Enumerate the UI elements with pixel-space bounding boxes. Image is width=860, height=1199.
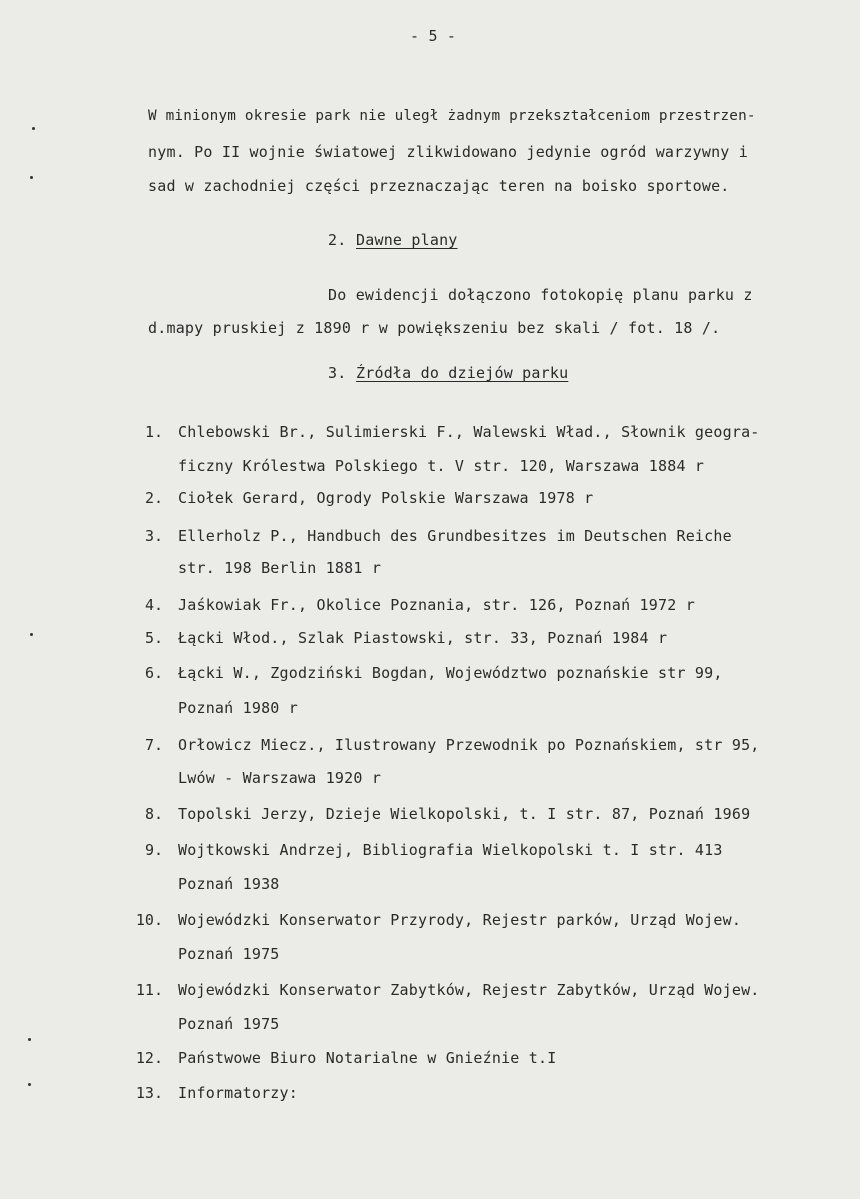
intro-line: nym. Po II wojnie światowej zlikwidowano jedynie ogród warzywny i: [148, 143, 748, 161]
list-item-line: Jaśkowiak Fr., Okolice Poznania, str. 126, Poznań 1972 r: [178, 596, 695, 614]
list-item-number: 2.: [144, 489, 163, 507]
list-item-line: Poznań 1975: [178, 1015, 280, 1033]
list-item-number: 9.: [144, 841, 163, 859]
list-item-line: Wojewódzki Konserwator Zabytków, Rejestr Zabytków, Urząd Wojew.: [178, 981, 760, 999]
intro-line: W minionym okresie park nie uległ żadnym przekształceniom przestrzen-: [148, 108, 756, 124]
list-item-number: 4.: [144, 596, 163, 614]
list-item-line: Wojtkowski Andrzej, Bibliografia Wielkopolski t. I str. 413: [178, 841, 723, 859]
list-item-line: Wojewódzki Konserwator Przyrody, Rejestr parków, Urząd Wojew.: [178, 911, 742, 929]
list-item-number: 12.: [135, 1049, 163, 1067]
list-item-line: Informatorzy:: [178, 1084, 298, 1102]
section-number: 2.: [328, 231, 347, 249]
section-paragraph-line: Do ewidencji dołączono fotokopię planu parku z: [328, 286, 753, 304]
list-item-number: 13.: [135, 1084, 163, 1102]
margin-mark: [28, 1083, 31, 1086]
margin-mark: [28, 1038, 31, 1041]
list-item-line: Łącki Włod., Szlak Piastowski, str. 33, Poznań 1984 r: [178, 629, 668, 647]
margin-mark: [32, 127, 35, 130]
list-item-number: 8.: [144, 805, 163, 823]
list-item-line: Poznań 1975: [178, 945, 280, 963]
list-item-number: 6.: [144, 664, 163, 682]
list-item-line: Łącki W., Zgodziński Bogdan, Województwo poznańskie str 99,: [178, 664, 723, 682]
list-item-number: 1.: [144, 423, 163, 441]
list-item-line: ficzny Królestwa Polskiego t. V str. 120, Warszawa 1884 r: [178, 457, 705, 475]
list-item-number: 5.: [144, 629, 163, 647]
list-item-line: Państwowe Biuro Notarialne w Gnieźnie t.I: [178, 1049, 557, 1067]
list-item-number: 10.: [135, 911, 163, 929]
section-paragraph-line: d.mapy pruskiej z 1890 r w powiększeniu bez skali / fot. 18 /.: [148, 319, 721, 337]
margin-mark: [30, 176, 33, 179]
list-item-line: Poznań 1938: [178, 875, 280, 893]
list-item-number: 3.: [144, 527, 163, 545]
list-item-line: Ellerholz P., Handbuch des Grundbesitzes im Deutschen Reiche: [178, 527, 732, 545]
list-item-line: Lwów - Warszawa 1920 r: [178, 769, 382, 787]
section-title: Źródła do dziejów parku: [356, 364, 569, 382]
list-item-line: Topolski Jerzy, Dzieje Wielkopolski, t. I str. 87, Poznań 1969: [178, 805, 751, 823]
section-title: Dawne plany: [356, 231, 458, 249]
list-item-line: Ciołek Gerard, Ogrody Polskie Warszawa 1978 r: [178, 489, 594, 507]
list-item-number: 7.: [144, 736, 163, 754]
section-number: 3.: [328, 364, 347, 382]
list-item-number: 11.: [135, 981, 163, 999]
intro-line: sad w zachodniej części przeznaczając teren na boisko sportowe.: [148, 177, 730, 195]
list-item-line: Chlebowski Br., Sulimierski F., Walewski Wład., Słownik geogra-: [178, 423, 760, 441]
margin-mark: [30, 633, 33, 636]
page-number: - 5 -: [410, 27, 457, 45]
list-item-line: str. 198 Berlin 1881 r: [178, 559, 382, 577]
list-item-line: Orłowicz Miecz., Ilustrowany Przewodnik po Poznańskiem, str 95,: [178, 736, 760, 754]
list-item-line: Poznań 1980 r: [178, 699, 298, 717]
